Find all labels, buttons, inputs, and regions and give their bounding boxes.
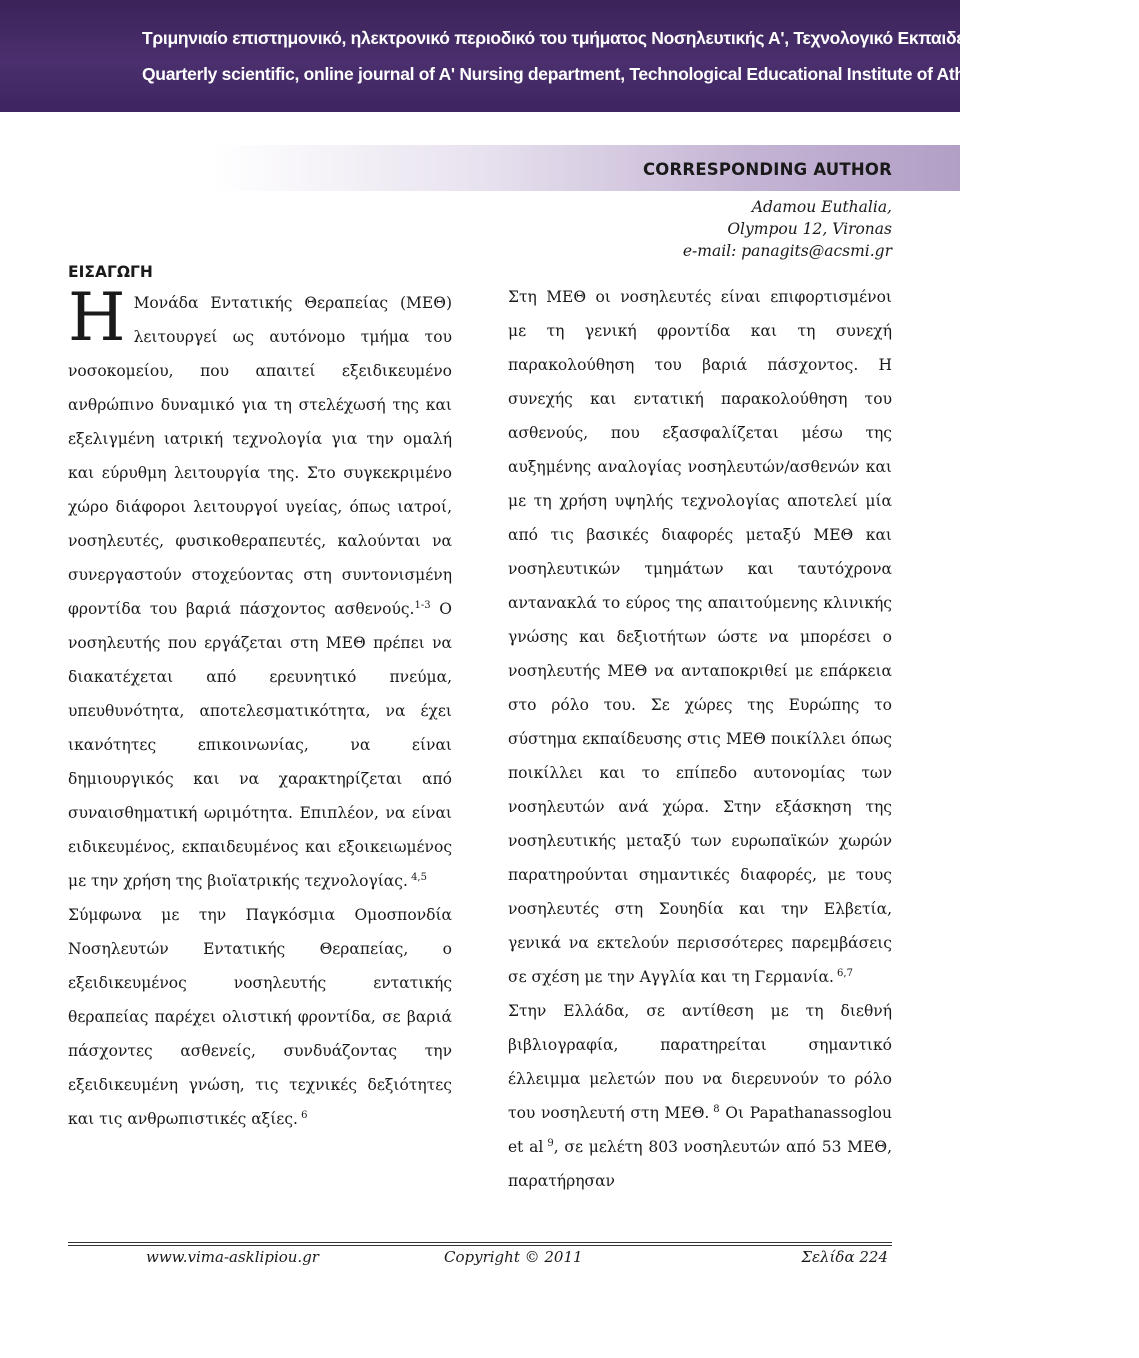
- intro-paragraph-1-text-b: Ο νοσηλευτής που εργάζεται στη ΜΕΘ πρέπει να διακατέχεται από ερευνητικό πνεύμα, υπευθυνότητα, αποτελεσματικότητα, να έχει ικανότητες επικοινωνίας, να είναι δημιουργικός και να χαρακτηρίζεται από συναισθηματική ωριμότητα. Επιπλέον, να είναι ειδικευμένος, εκπαιδευμένος και εξοικειωμένος με την χρήση της βιοϊατρικής τεχνολογίας.: [68, 600, 452, 890]
- footer-website-link[interactable]: www.vima-asklipiou.gr: [146, 1248, 319, 1266]
- body-paragraph-3: [508, 280, 892, 994]
- citation-superscript: 1-3: [414, 599, 431, 611]
- section-heading-introduction: ΕΙΣΑΓΩΓΗ: [68, 263, 153, 281]
- journal-header-banner: [0, 0, 1139, 112]
- corresponding-author-name: Adamou Euthalia,: [751, 198, 892, 216]
- journal-title-english: Quarterly scientific, online journal of A' Nursing department, Technological Educational Institute of Athens: [142, 64, 995, 84]
- journal-title-greek: Τριμηνιαίο επιστημονικό, ηλεκτρονικό περιοδικό του τμήματος Νοσηλευτικής Α', Τεχνολογικό Εκπαιδευτικό Ίδρυμα Αθηνών: [142, 28, 1139, 48]
- left-column: [68, 258, 452, 1136]
- footer-rule-bottom: [68, 1245, 892, 1246]
- corresponding-author-address: Olympou 12, Vironas: [727, 220, 892, 238]
- citation-superscript: 6: [297, 1109, 308, 1121]
- body-paragraph-4: [508, 994, 892, 1198]
- citation-superscript: 9: [543, 1137, 554, 1149]
- corresponding-author-email: e-mail: panagits@acsmi.gr: [682, 242, 892, 260]
- body-paragraph-4-text-c: , σε μελέτη 803 νοσηλευτών από 53 ΜΕΘ, παρατήρησαν: [508, 1138, 893, 1190]
- citation-superscript: 4,5: [407, 871, 427, 883]
- intro-paragraph-1: [68, 279, 452, 898]
- right-column: [508, 280, 892, 1198]
- page-footer: [68, 1248, 892, 1270]
- citation-superscript: 8: [709, 1103, 720, 1115]
- citation-superscript: 6,7: [833, 967, 853, 979]
- intro-paragraph-2: [68, 898, 452, 1136]
- corresponding-author-title: CORRESPONDING AUTHOR: [642, 160, 892, 179]
- intro-paragraph-2-text: Σύμφωνα με την Παγκόσμια Ομοσπονδία Νοσηλευτών Εντατικής Θεραπείας, ο εξειδικευμένος νοσηλευτής εντατικής θεραπείας παρέχει ολιστική φροντίδα, σε βαριά πάσχοντες ασθενείς, συνδυάζοντας την εξειδικευμένη γνώση, τις τεχνικές δεξιότητες και τις ανθρωπιστικές αξίες.: [68, 906, 452, 1128]
- body-paragraph-3-text: Στη ΜΕΘ οι νοσηλευτές είναι επιφορτισμένοι με τη γενική φροντίδα και τη συνεχή παρακολούθηση του βαριά πάσχοντος. Η συνεχής και εντατική παρακολούθηση του ασθενούς, που εξασφαλίζεται μέσω της αυξημένης αναλογίας νοσηλευτών/ασθενών και με τη χρήση υψηλής τεχνολογίας αποτελεί μία από τις βασικές διαφορές μεταξύ ΜΕΘ και νοσηλευτικών τμημάτων και ταυτόχρονα αντανακλά το εύρος της απαιτούμενης κλινικής γνώσης και δεξιοτήτων ώστε να μπορέσει ο νοσηλευτής ΜΕΘ να ανταποκριθεί με επάρκεια στο ρόλο του. Σε χώρες της Ευρώπης το σύστημα εκπαίδευσης στις ΜΕΘ ποικίλλει όπως ποικίλλει και το επίπεδο αυτονομίας των νοσηλευτών ανά χώρα. Στην εξάσκηση της νοσηλευτικής μεταξύ των ευρωπαϊκών χωρών παρατηρούνται σημαντικές διαφορές, με τους νοσηλευτές στη Σουηδία και την Ελβετία, γενικά να εκτελούν περισσότερες παρεμβάσεις σε σχέση με την Αγγλία και τη Γερμανία.: [508, 288, 892, 986]
- body-paragraph-4-text-b: Οι Papathanassoglou et al: [508, 1104, 892, 1156]
- body-paragraph-4-text-a: Στην Ελλάδα, σε αντίθεση με τη διεθνή βιβλιογραφία, παρατηρείται σημαντικό έλλειμμα μελετών που να διερευνούν το ρόλο του νοσηλευτή στη ΜΕΘ.: [508, 1002, 892, 1122]
- footer-copyright: Copyright © 2011: [444, 1248, 583, 1266]
- intro-paragraph-1-text-a: Μονάδα Εντατικής Θεραπείας (ΜΕΘ) λειτουργεί ως αυτόνομο τμήμα του νοσοκομείου, που απαιτεί εξειδικευμένο ανθρώπινο δυναμικό για τη στελέχωσή της και εξελιγμένη ιατρική τεχνολογία για την ομαλή και εύρυθμη λειτουργία της. Στο συγκεκριμένο χώρο διάφοροι λειτουργοί υγείας, όπως ιατροί, νοσηλευτές, φυσικοθεραπευτές, καλούνται να συνεργαστούν στοχεύοντας στη συντονισμένη φροντίδα του βαριά πάσχοντος ασθενούς.: [68, 294, 452, 618]
- drop-cap-letter: Η: [68, 279, 126, 356]
- footer-rule-top: [68, 1242, 892, 1243]
- footer-page-number: Σελίδα 224: [801, 1248, 888, 1266]
